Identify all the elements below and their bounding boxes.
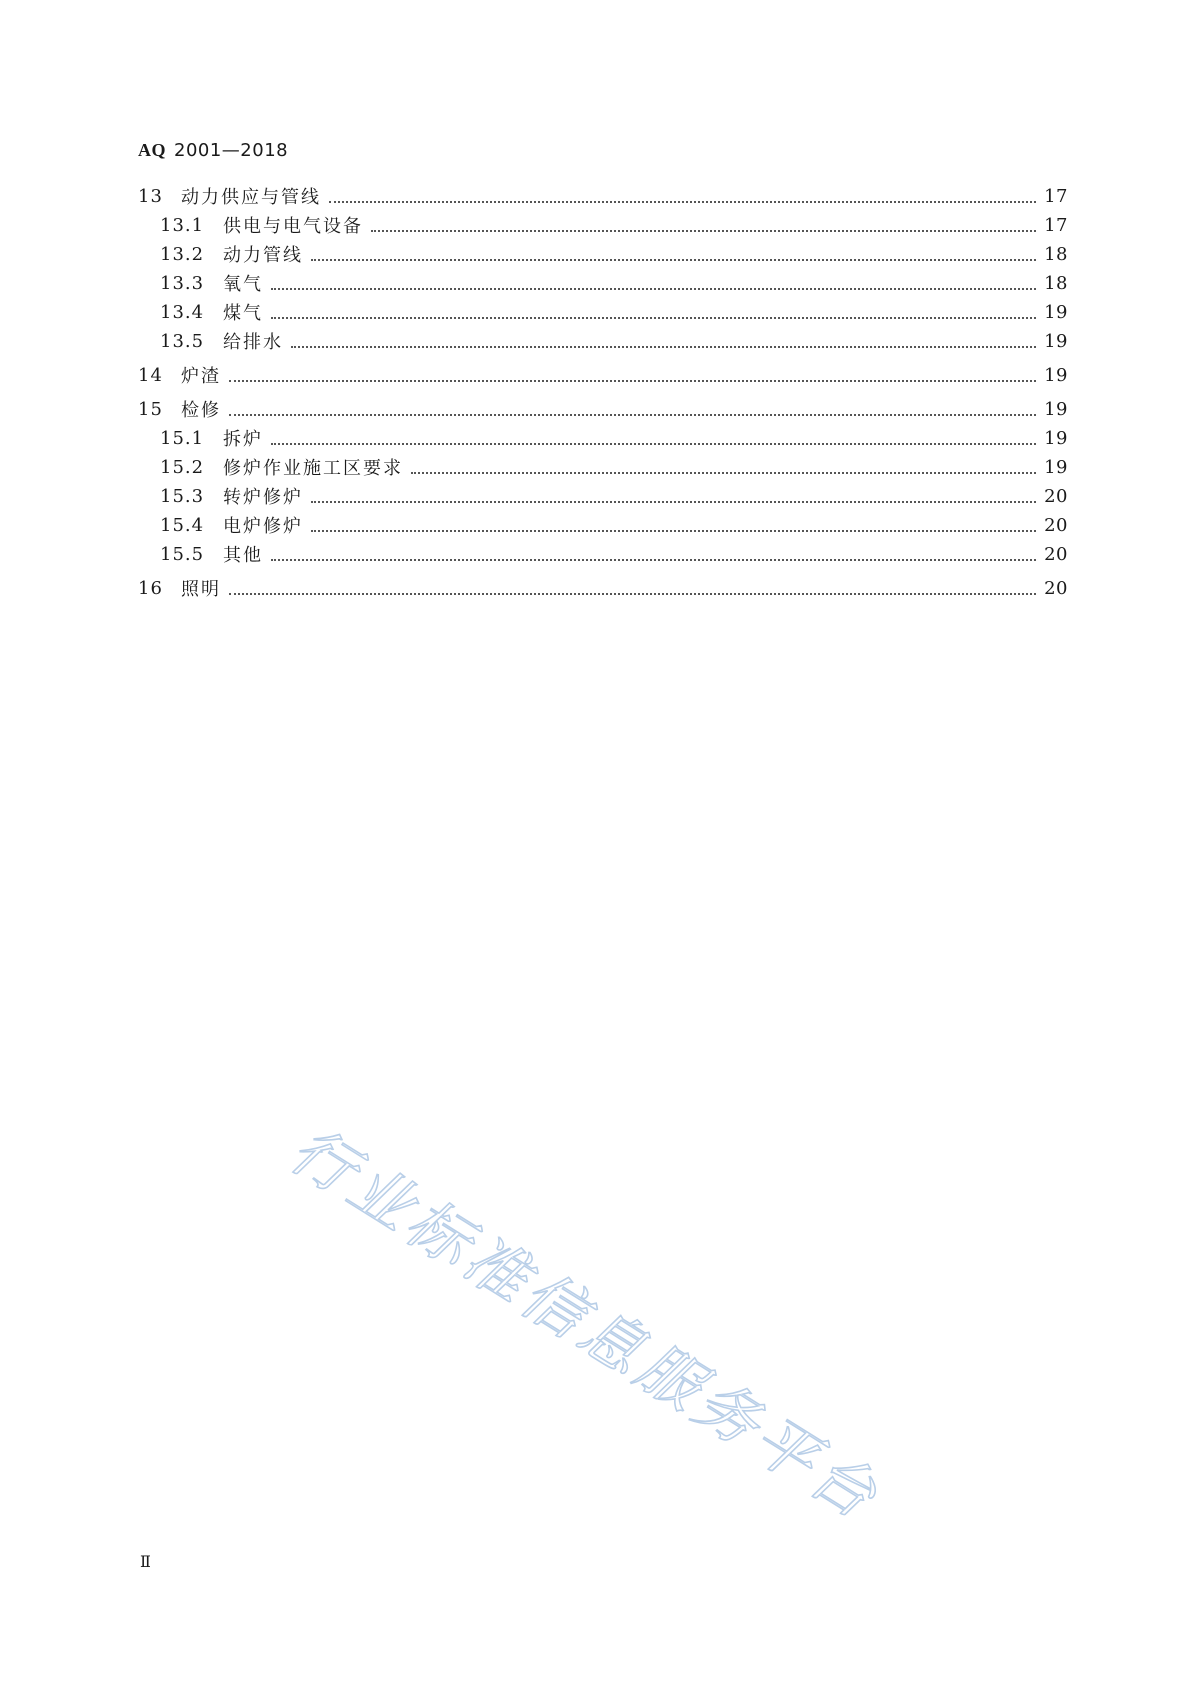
toc-entry-page: 19 xyxy=(1044,456,1068,478)
toc-entry-title: 动力管线 xyxy=(223,245,303,266)
toc-entry-page: 19 xyxy=(1044,330,1068,352)
toc-entry[interactable] xyxy=(138,575,1068,601)
toc-entry-title: 电炉修炉 xyxy=(223,516,303,537)
toc-dot-leader xyxy=(371,210,1036,232)
toc-dot-leader xyxy=(291,326,1036,348)
toc-entry-title: 其他 xyxy=(223,545,263,566)
toc-dot-leader xyxy=(311,481,1036,503)
toc-dot-leader xyxy=(311,239,1036,261)
toc-entry[interactable] xyxy=(138,362,1068,388)
toc-entry[interactable] xyxy=(160,212,1068,238)
toc-entry-number: 13.2 xyxy=(160,243,205,265)
toc-entry-page: 20 xyxy=(1044,577,1068,599)
toc-entry-page: 20 xyxy=(1044,543,1068,565)
toc-dot-leader xyxy=(271,423,1036,445)
toc-entry[interactable] xyxy=(138,396,1068,422)
toc-entry[interactable] xyxy=(160,328,1068,354)
toc-entry-number: 13.1 xyxy=(160,214,205,236)
toc-entry-title: 照明 xyxy=(181,579,221,600)
standard-code: AQ xyxy=(138,140,166,160)
toc-dot-leader xyxy=(229,394,1036,416)
toc-dot-leader xyxy=(271,297,1036,319)
toc-entry[interactable] xyxy=(138,183,1068,209)
toc-entry-page: 17 xyxy=(1044,214,1068,236)
toc-entry[interactable] xyxy=(160,454,1068,480)
toc-dot-leader xyxy=(229,573,1036,595)
toc-entry[interactable] xyxy=(160,425,1068,451)
toc-dot-leader xyxy=(329,181,1036,203)
watermark: 行业标准信息服务平台 xyxy=(278,1112,894,1536)
toc-entry-number: 13.3 xyxy=(160,272,205,294)
toc-entry-number: 15.2 xyxy=(160,456,205,478)
toc-entry-page: 19 xyxy=(1044,398,1068,420)
toc-entry[interactable] xyxy=(160,512,1068,538)
toc-entry-title: 炉渣 xyxy=(181,366,221,387)
toc-entry-title: 转炉修炉 xyxy=(223,487,303,508)
toc-entry-title: 供电与电气设备 xyxy=(223,216,363,237)
toc-entry-number: 16 xyxy=(138,577,163,599)
toc-entry-page: 19 xyxy=(1044,301,1068,323)
toc-entry-number: 15.5 xyxy=(160,543,205,565)
toc-entry-title: 氧气 xyxy=(223,274,263,295)
toc-entry-number: 15.3 xyxy=(160,485,205,507)
toc-entry-title: 给排水 xyxy=(223,332,283,353)
toc-entry[interactable] xyxy=(160,241,1068,267)
toc-entry[interactable] xyxy=(160,270,1068,296)
toc-dot-leader xyxy=(271,539,1036,561)
toc-entry[interactable] xyxy=(160,483,1068,509)
toc-dot-leader xyxy=(271,268,1036,290)
toc-entry-page: 19 xyxy=(1044,364,1068,386)
toc-entry-title: 检修 xyxy=(181,400,221,421)
toc-entry-number: 13.5 xyxy=(160,330,205,352)
page-number: Ⅱ xyxy=(140,1552,150,1571)
toc-dot-leader xyxy=(311,510,1036,532)
toc-entry-title: 修炉作业施工区要求 xyxy=(223,458,403,479)
toc-entry-title: 煤气 xyxy=(223,303,263,324)
toc-entry-number: 15 xyxy=(138,398,163,420)
toc-entry-page: 20 xyxy=(1044,514,1068,536)
toc-dot-leader xyxy=(411,452,1036,474)
toc-entry-title: 动力供应与管线 xyxy=(181,187,321,208)
toc-entry-number: 15.4 xyxy=(160,514,205,536)
toc-entry-number: 15.1 xyxy=(160,427,205,449)
toc-entry-number: 13 xyxy=(138,185,163,207)
toc-dot-leader xyxy=(229,360,1036,382)
toc-entry-page: 20 xyxy=(1044,485,1068,507)
toc-entry[interactable] xyxy=(160,299,1068,325)
toc-entry-page: 18 xyxy=(1044,243,1068,265)
toc-entry-number: 14 xyxy=(138,364,163,386)
toc-entry-number: 13.4 xyxy=(160,301,205,323)
toc-entry-page: 19 xyxy=(1044,427,1068,449)
toc-entry-page: 18 xyxy=(1044,272,1068,294)
toc-entry[interactable] xyxy=(160,541,1068,567)
toc-entry-title: 拆炉 xyxy=(223,429,263,450)
standard-number: 2001—2018 xyxy=(174,140,289,161)
toc-entry-page: 17 xyxy=(1044,185,1068,207)
